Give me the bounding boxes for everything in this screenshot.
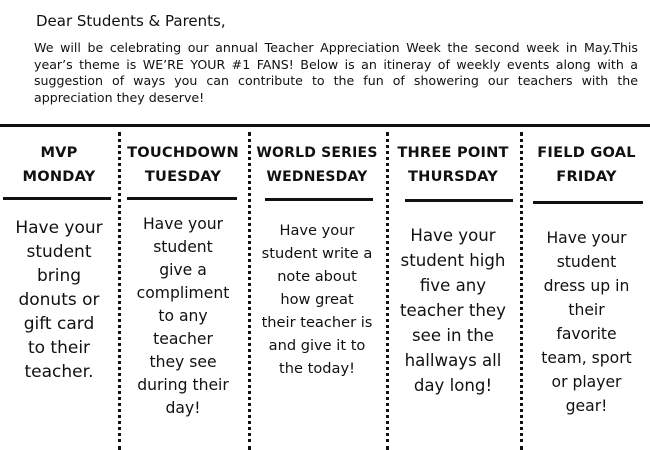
day-suggestion-line: their teacher is bbox=[261, 314, 373, 331]
day-suggestion-line: donuts or bbox=[18, 290, 100, 310]
day-suggestion-line: to their bbox=[27, 338, 91, 358]
day-suggestion-line: dress up in bbox=[543, 277, 630, 295]
day-suggestion-line: the today! bbox=[279, 360, 355, 377]
day-title-rule bbox=[533, 201, 643, 204]
day-suggestion-line: and give it to bbox=[268, 337, 366, 354]
day-column-wednesday bbox=[251, 127, 383, 450]
day-title-line-1: FIELD GOAL bbox=[537, 144, 636, 161]
day-suggestion-line: day! bbox=[165, 399, 201, 417]
day-column-friday bbox=[523, 127, 650, 450]
day-suggestion-line: their bbox=[568, 301, 605, 319]
day-suggestion-line: Have your bbox=[279, 222, 355, 239]
day-column-tuesday bbox=[121, 127, 245, 450]
day-title-line-1: WORLD SERIES bbox=[256, 145, 378, 161]
day-suggestion-line: gift card bbox=[23, 314, 95, 334]
day-suggestion-line: give a bbox=[159, 261, 207, 279]
day-suggestion-line: Have your bbox=[142, 215, 224, 233]
day-suggestion-line: team, sport bbox=[541, 349, 632, 367]
day-suggestion-line: hallways all bbox=[404, 351, 502, 370]
letter-greeting: Dear Students & Parents, bbox=[36, 12, 226, 30]
day-suggestion-line: teacher. bbox=[24, 362, 94, 382]
day-suggestion-line: teacher bbox=[153, 330, 213, 348]
day-title-line-1: MVP bbox=[40, 144, 78, 161]
day-suggestion-line: student high bbox=[400, 251, 506, 270]
day-suggestion-line: Have your bbox=[410, 226, 496, 245]
day-title-line-2: MONDAY bbox=[22, 168, 96, 185]
day-suggestion-line: see in the bbox=[412, 326, 494, 345]
day-column-thursday bbox=[389, 127, 517, 450]
day-title-line-2: WEDNESDAY bbox=[266, 169, 368, 185]
day-suggestion-line: day long! bbox=[413, 376, 493, 395]
day-suggestion-line: to any bbox=[158, 307, 208, 325]
day-title-rule bbox=[127, 197, 237, 200]
day-suggestion-line: Have your bbox=[546, 229, 627, 247]
day-title-line-2: FRIDAY bbox=[556, 168, 617, 185]
day-suggestion-line: student bbox=[153, 238, 213, 256]
day-title-line-1: TOUCHDOWN bbox=[127, 144, 239, 161]
day-title-line-2: TUESDAY bbox=[144, 168, 222, 185]
day-suggestion-line: student bbox=[556, 253, 617, 271]
letter-intro: We will be celebrating our annual Teacher Appreciation Week the second week in May.This year’s theme is WE’RE YOUR #1 FANS! Below is an itineray of weekly events along with a suggestion of ways you can contribute to the fun of showering our teachers with the appreciation they deserve! bbox=[34, 40, 638, 105]
day-suggestion-line: five any bbox=[419, 276, 487, 295]
day-suggestion-line: how great bbox=[280, 291, 354, 308]
day-suggestion-line: or player bbox=[551, 373, 622, 391]
day-suggestion-line: compliment bbox=[136, 284, 230, 302]
day-suggestion-line: Have your bbox=[15, 218, 103, 238]
day-suggestion-line: gear! bbox=[565, 397, 608, 415]
day-title-rule bbox=[405, 199, 513, 202]
day-suggestion-line: student write a bbox=[261, 245, 373, 262]
day-suggestion-line: favorite bbox=[556, 325, 617, 343]
day-suggestion-line: note about bbox=[277, 268, 357, 285]
day-title-line-1: THREE POINT bbox=[397, 144, 509, 161]
day-suggestion-line: during their bbox=[137, 376, 229, 394]
day-suggestion-line: they see bbox=[149, 353, 217, 371]
day-column-monday bbox=[0, 127, 118, 450]
day-title-rule bbox=[265, 198, 373, 201]
day-suggestion-line: teacher they bbox=[400, 301, 506, 320]
day-suggestion-line: student bbox=[26, 242, 92, 262]
day-title-rule bbox=[3, 197, 111, 200]
day-suggestion-line: bring bbox=[36, 266, 82, 286]
day-title-line-2: THURSDAY bbox=[408, 168, 498, 185]
